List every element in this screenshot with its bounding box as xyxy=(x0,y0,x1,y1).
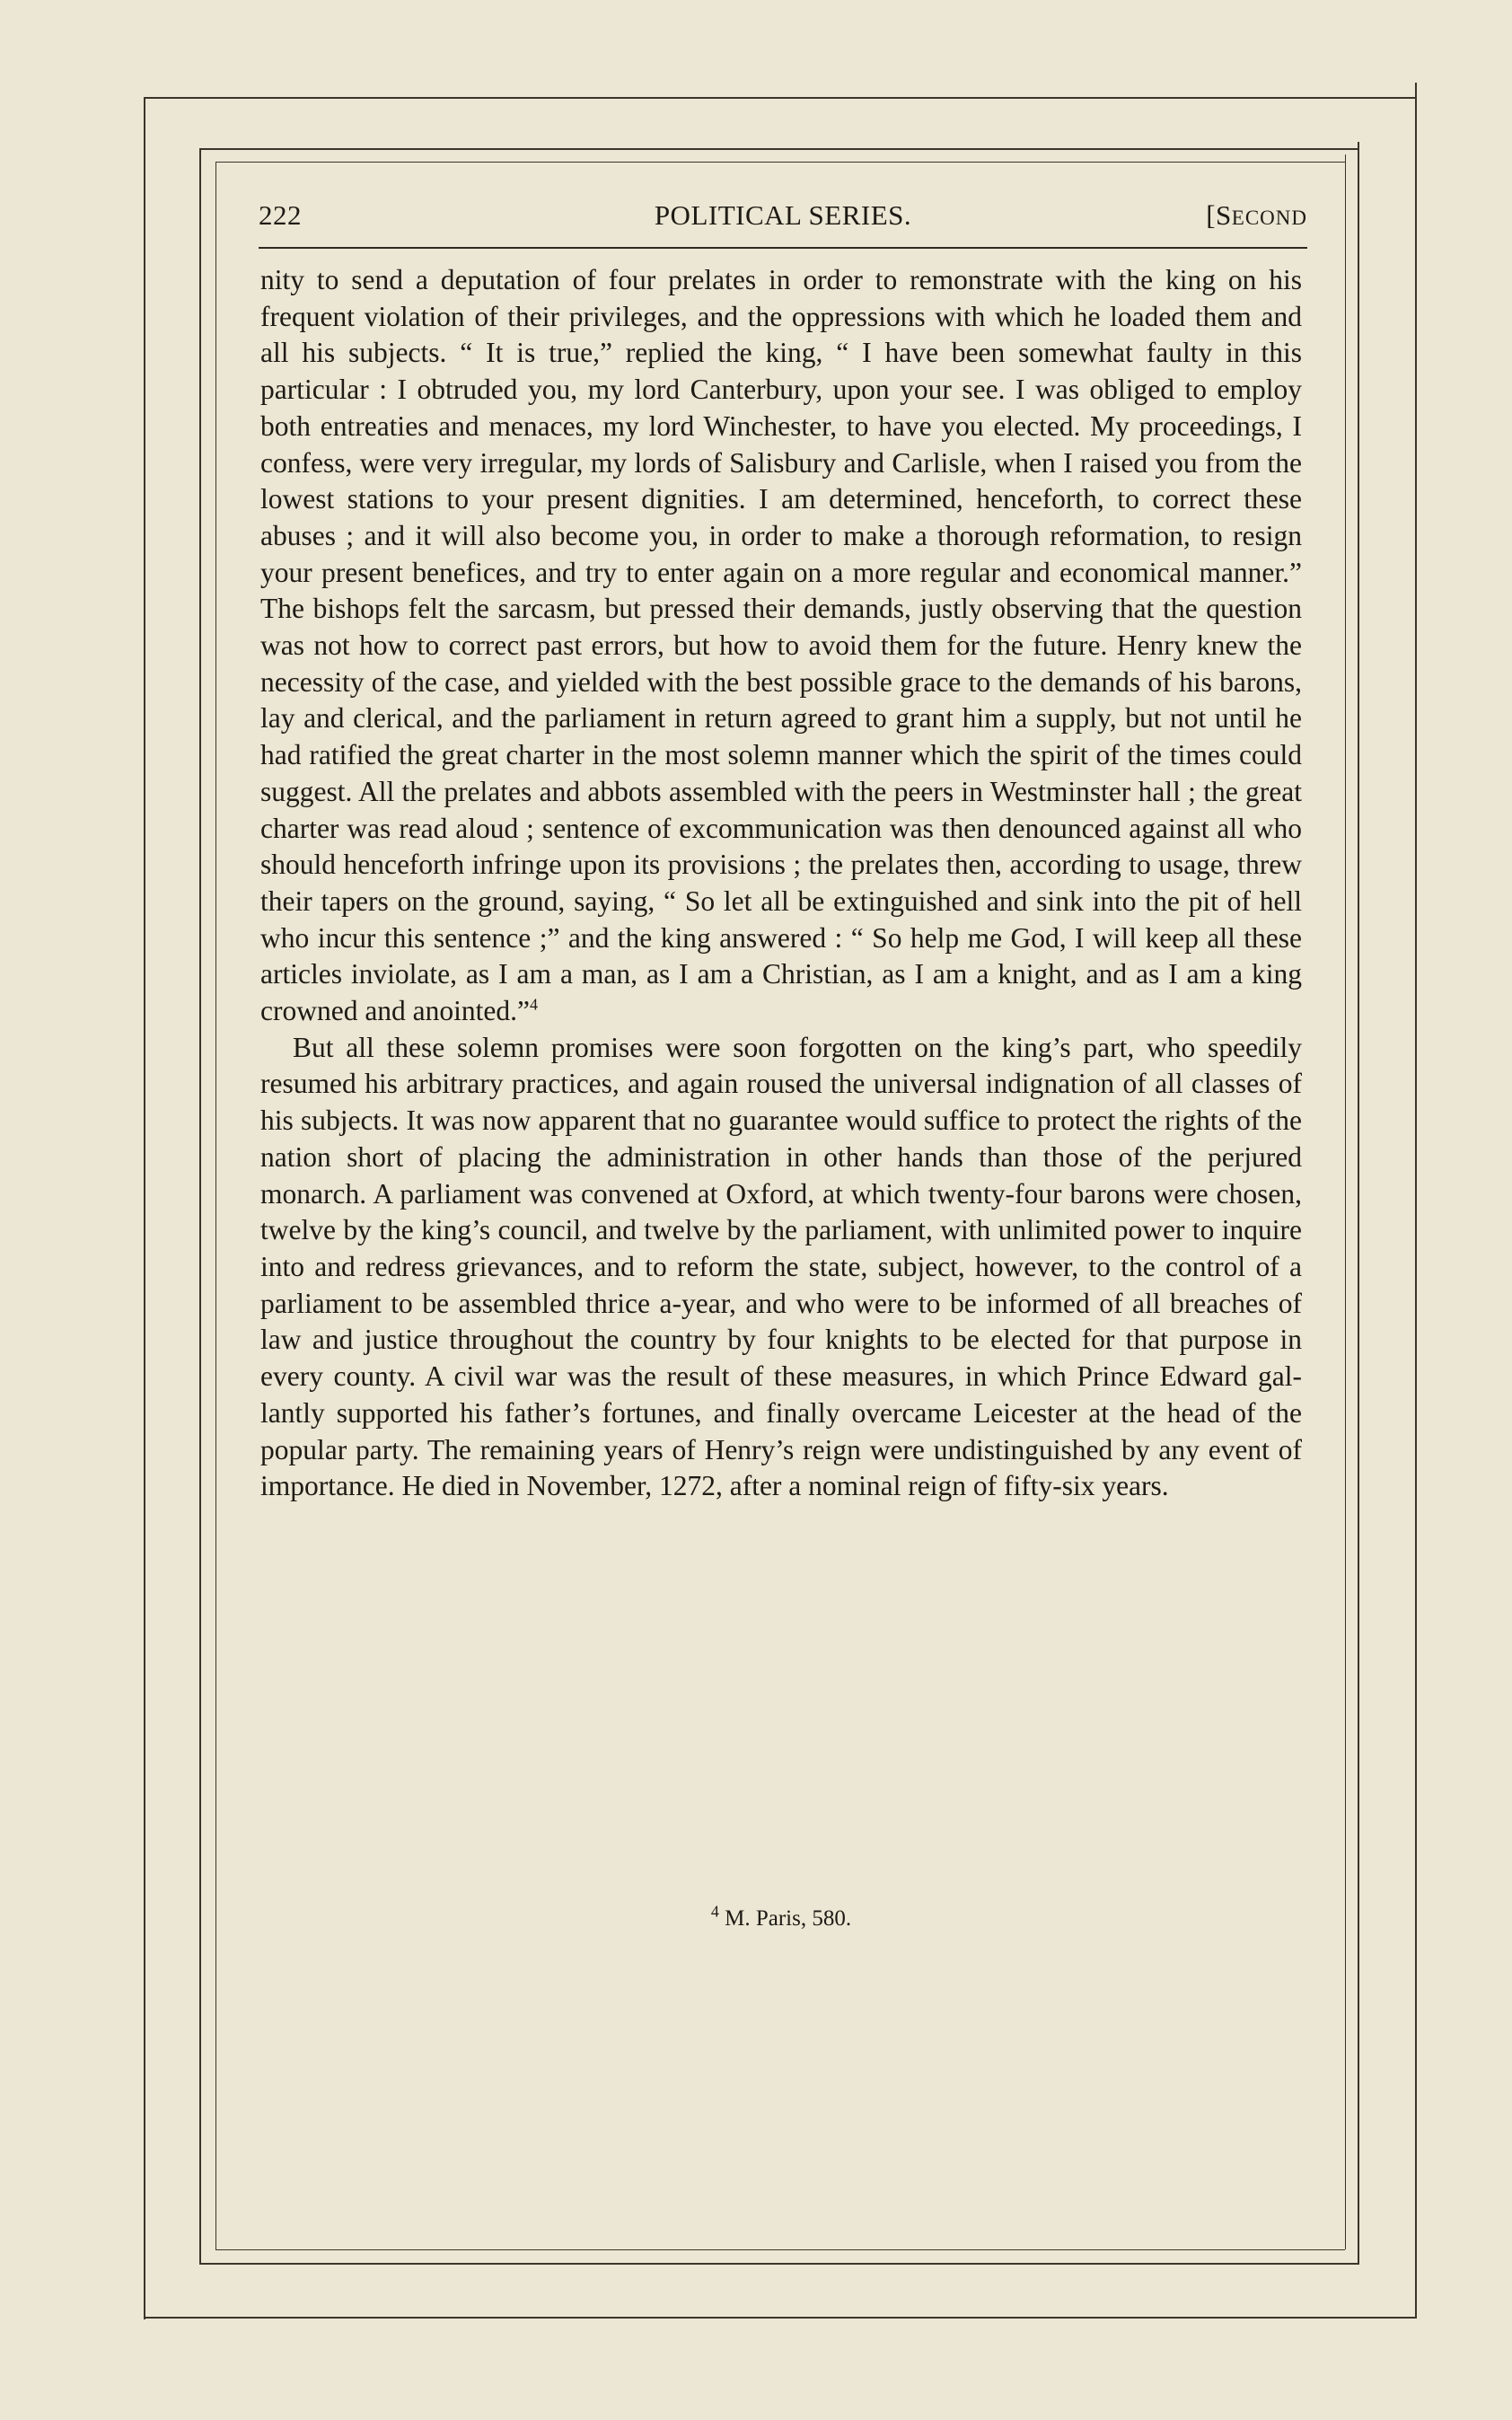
inner-frame-left xyxy=(199,148,201,2264)
outer-frame-left xyxy=(144,97,145,2319)
outer-frame-top xyxy=(144,97,1417,99)
paragraph-2: But all these solemn promises were soon forgotten on the king’s part, who speedily resumed his arbitrary practices, and again roused the universal indignation of all classes of his subjects. It was now apparent that no guarantee would suffice to protect the rights of the nation short of placing the administration in other hands than those of the perjured monarch. A parliament was convened at Oxford, at which twenty-four barons were chosen, twelve by the king’s council, and twelve by the parliament, with unlimited power to inquire into and redress grievances, and to reform the state, subject, however, to the control of a parliament to be assembled thrice a-year, and who were to be informed of all breaches of law and justice throughout the country by four knights to be elected for that purpose in every county. A civil war was the result of these measures, in which Prince Edward gallantly supported his father’s fortunes, and finally overcame Leicester at the head of the popular party. The remaining years of Henry’s reign were undistinguished by any event of importance. He died in November, 1272, after a nominal reign of fifty-six years. xyxy=(260,1031,1302,1502)
header-rule xyxy=(259,247,1307,249)
paragraph-1 xyxy=(260,262,1302,1030)
section-label xyxy=(1206,199,1307,232)
running-header xyxy=(259,199,1307,235)
footnote-marker: 4 xyxy=(710,1902,719,1921)
outer-frame-bottom xyxy=(144,2317,1417,2319)
running-title: POLITICAL SERIES. xyxy=(654,199,912,231)
paragraph-1-text: nity to send a deputation of four prelates in order to remonstrate with the king on his frequent violation of their privileges, and the oppressions with which he loaded them and all his subjects. “ It is true,” replied the king, “ I have been somewhat faulty in this particular : I obtruded you, my lord Canterbury, upon your see. I was obliged to employ both entreaties and menaces, my lord Winchester, to have you elected. My proceedings, I confess, were very irregular, my lords of Salisbury and Carlisle, when I raised you from the lowest stations to your present dignities. I am determined, henceforth, to correct these abuses ; and it will also become you, in order to make a thorough reformation, to resign your present benefices, and try to enter again on a more regular and economical manner.” The bishops felt the sarcasm, but pressed their demands, justly observing that the question was not how to correct past errors, but how to avoid them for the future. Henry knew the necessity of the case, and yielded with the best possible grace to the demands of his barons, lay and clerical, and the parliament in return agreed to grant him a supply, but not until he had ratified the great charter in the most solemn manner which the spirit of the times could suggest. All the prelates and abbots assembled with the peers in Westminster hall ; the great charter was read aloud ; sentence of excommunication was then denounced against all who should henceforth infringe upon its provisions ; the prelates then, according to usage, threw their tapers on the ground, saying, “ So let all be extinguished and sink into the pit of hell who incur this sentence ;” and the king answered : “ So help me God, I will keep all these articles inviolate, as I am a man, as I am a Christian, as I am a knight, and as I am a king crowned and anointed.” xyxy=(260,264,1302,1027)
inner-frame-bottom xyxy=(199,2263,1359,2265)
inner-frame-top xyxy=(199,148,1359,150)
inner-frame-right xyxy=(1358,142,1359,2264)
outer-frame-right xyxy=(1415,83,1417,2319)
footnote-reference: 4 xyxy=(530,995,539,1014)
section-rest: ECOND xyxy=(1231,207,1307,229)
inner-frame-left-2 xyxy=(215,162,216,2249)
section-bracket: [ xyxy=(1206,199,1217,231)
section-initial: S xyxy=(1216,199,1232,231)
inner-frame-bottom-2 xyxy=(215,2249,1345,2250)
footnote xyxy=(260,1902,1302,1932)
body-text xyxy=(260,262,1302,1505)
inner-frame-right-2 xyxy=(1345,154,1346,2249)
footnote-text: M. Paris, 580. xyxy=(725,1906,852,1931)
page-number: 222 xyxy=(259,199,302,231)
inner-frame-top-2 xyxy=(215,162,1345,163)
